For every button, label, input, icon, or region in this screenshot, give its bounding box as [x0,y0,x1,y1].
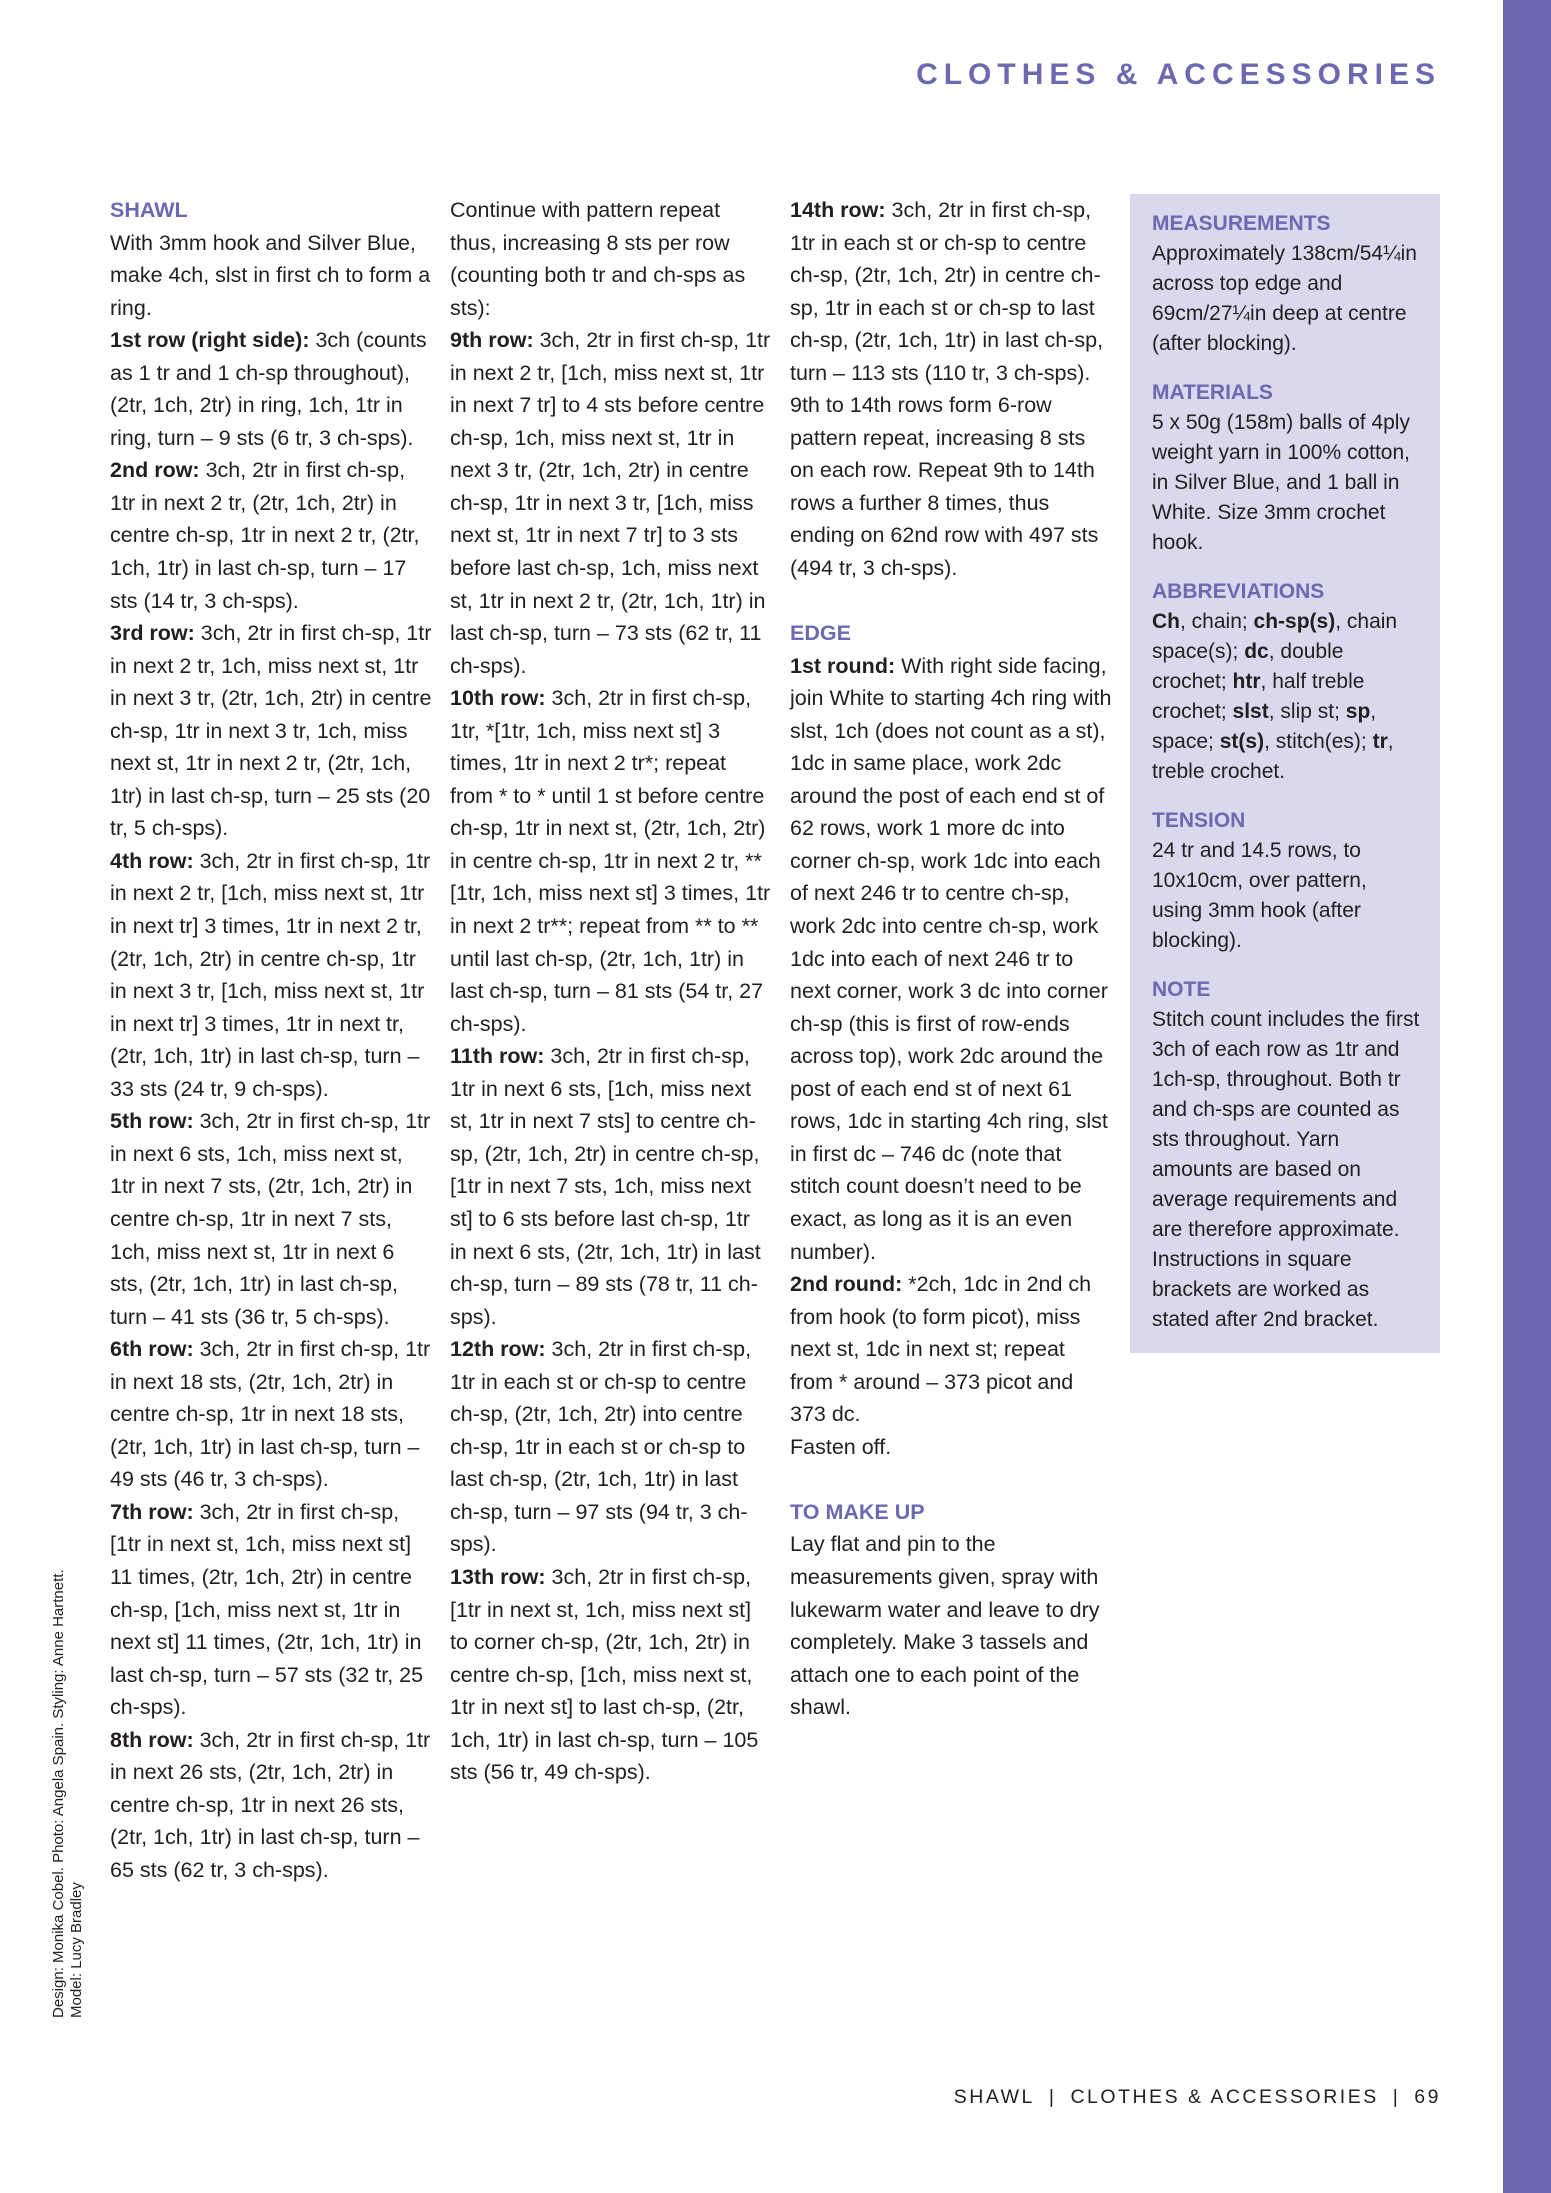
page-number: 69 [1414,2086,1441,2108]
row-text: 3ch, 2tr in first ch-sp, 1tr in next 2 tr, [1ch, miss next st, 1tr in next 7 tr] to 4 sts before centre ch-sp, 1ch, miss next st, 1tr in next 3 tr, (2tr, 1ch, 2tr) in centre ch-sp, 1tr in next 3 tr, [1ch, miss next st, 1tr in next 7 tr] to 3 sts before last ch-sp, 1ch, miss next st, 1tr in next 2 tr, (2tr, 1ch, 1tr) in last ch-sp, turn – 73 sts (62 tr, 11 ch-sps). [450,328,771,678]
row-label: 3rd row: [110,621,195,646]
pattern-row [110,617,432,845]
row-text: 3ch, 2tr in first ch-sp, 1tr in next 26 sts, (2tr, 1ch, 2tr) in centre ch-sp, 1tr in next 26 sts, (2tr, 1ch, 1tr) in last ch-sp, turn – 65 sts (62 tr, 3 ch-sps). [110,1727,431,1882]
note-heading: NOTE [1152,978,1211,1001]
abbr-term: Ch [1152,610,1180,633]
pattern-row [110,1105,432,1333]
row-text: 3ch, 2tr in first ch-sp, 1tr in next 2 tr, [1ch, miss next st, 1tr in next tr] 3 times, 1tr in next 2 tr, (2tr, 1ch, 2tr) in centre ch-sp, 1tr in next 3 tr, [1ch, miss next st, 1tr in next tr] 3 times, 1tr in next tr, (2tr, 1ch, 1tr) in last ch-sp, turn – 33 sts (24 tr, 9 ch-sps). [110,848,431,1101]
abbr-def: , half treble crochet; [1152,670,1365,723]
section-title: CLOTHES & ACCESSORIES [916,58,1441,91]
abbr-def: , chain; [1180,610,1254,633]
edge-heading: EDGE [790,621,851,646]
sidebar-stripe [1503,0,1551,2193]
footer-category: CLOTHES & ACCESSORIES [1070,2086,1379,2108]
row-text: 3ch (counts as 1 tr and 1 ch-sp throughout), (2tr, 1ch, 2tr) in ring, 1ch, 1tr in ring, turn – 9 sts (6 tr, 3 ch-sps). [110,328,427,450]
row-label: 11th row: [450,1044,545,1069]
credits-line-1: Design: Monika Cobel. Photo: Angela Spain. Styling: Anne Hartnett. [50,1569,67,2018]
pattern-column-1 [110,194,432,1886]
note-block [1152,975,1420,1335]
row-text: 3ch, 2tr in first ch-sp, 1tr in next 18 sts, (2tr, 1ch, 2tr) in centre ch-sp, 1tr in next 18 sts, (2tr, 1ch, 1tr) in last ch-sp, turn – 49 sts (46 tr, 3 ch-sps). [110,1337,431,1492]
round-text: *2ch, 1dc in 2nd ch from hook (to form picot), miss next st, 1dc in next st; repeat from * around – 373 picot and 373 dc. [790,1272,1092,1427]
pattern-column-3 [790,194,1112,1724]
row-label: 12th row: [450,1337,546,1362]
pattern-row [110,324,432,454]
row-label: 4th row: [110,848,194,873]
row-text: 3ch, 2tr in first ch-sp, [1tr in next st, 1ch, miss next st] 11 times, (2tr, 1ch, 2tr) in centre ch-sp, [1ch, miss next st, 1tr in next st] 11 times, (2tr, 1ch, 1tr) in last ch-sp, turn – 57 sts (32 tr, 25 ch-sps). [110,1499,424,1720]
pattern-column-2 [450,194,772,1789]
row-label: 2nd row: [110,458,200,483]
abbreviations-block [1152,577,1420,787]
abbreviations-heading: ABBREVIATIONS [1152,580,1325,603]
photo-credits [50,1569,86,2018]
edge-round [790,650,1112,1268]
row-label: 13th row: [450,1564,546,1589]
page-footer [954,2086,1441,2109]
footer-separator: | [1048,2086,1057,2108]
row-label: 1st row (right side): [110,328,310,353]
row-text: 3ch, 2tr in first ch-sp, 1tr in each st or ch-sp to centre ch-sp, (2tr, 1ch, 2tr) in centre ch-sp, 1tr in each st or ch-sp to last ch-sp, (2tr, 1ch, 1tr) in last ch-sp, turn – 113 sts (110 tr, 3 ch-sps). [790,198,1104,385]
abbr-def: , treble crochet. [1152,730,1394,783]
measurements-heading: MEASUREMENTS [1152,212,1331,235]
note-text: Stitch count includes the first 3ch of each row as 1tr and 1ch-sp, throughout. Both tr and ch-sps are counted as sts throughout. Yarn amounts are based on average requirements and are therefore approximate. Instructions in square brackets are worked as stated after 2nd bracket. [1152,1008,1420,1331]
pattern-row [450,682,772,1040]
row-label: 6th row: [110,1337,194,1362]
shawl-intro: With 3mm hook and Silver Blue, make 4ch, slst in first ch to form a ring. [110,230,431,320]
tension-heading: TENSION [1152,809,1246,832]
row-text: 3ch, 2tr in first ch-sp, [1tr in next st, 1ch, miss next st] to corner ch-sp, (2tr, 1ch, 2tr) in centre ch-sp, [1ch, miss next st, 1tr in next st] to last ch-sp, (2tr, 1ch, 1tr) in last ch-sp, turn – 105 sts (56 tr, 49 ch-sps). [450,1564,759,1785]
row-label: 8th row: [110,1727,194,1752]
abbr-def: , stitch(es); [1264,730,1373,753]
row-label: 5th row: [110,1109,194,1134]
abbr-term: tr [1372,730,1388,753]
repeat-instructions: 9th to 14th rows form 6-row pattern repeat, increasing 8 sts on each row. Repeat 9th to 14th rows a further 8 times, thus ending on 62nd row with 497 sts (494 tr, 3 ch-sps). [790,393,1099,581]
pattern-row [450,1333,772,1561]
abbr-term: slst [1232,700,1269,723]
abbr-def: , chain space(s); [1152,610,1398,663]
row-text: 3ch, 2tr in first ch-sp, 1tr in next 2 tr, (2tr, 1ch, 2tr) in centre ch-sp, 1tr in next 2 tr, (2tr, 1ch, 1tr) in last ch-sp, turn – 17 sts (14 tr, 3 ch-sps). [110,458,420,613]
abbr-def: , space; [1152,700,1377,753]
pattern-row [110,454,432,617]
abbr-term: dc [1244,640,1269,663]
pattern-row [110,1333,432,1496]
materials-text: 5 x 50g (158m) balls of 4ply weight yarn in 100% cotton, in Silver Blue, and 1 ball in White. Size 3mm crochet hook. [1152,411,1410,554]
continue-instructions: Continue with pattern repeat thus, increasing 8 sts per row (counting both tr and ch-sps as sts): [450,198,746,320]
row-label: 14th row: [790,198,886,222]
row-text: 3ch, 2tr in first ch-sp, 1tr in each st or ch-sp to centre ch-sp, (2tr, 1ch, 2tr) into centre ch-sp, 1tr in each st or ch-sp to last ch-sp, (2tr, 1ch, 1tr) in last ch-sp, turn – 97 sts (94 tr, 3 ch-sps). [450,1337,752,1557]
measurements-text: Approximately 138cm/54¼in across top edge and 69cm/27¼in deep at centre (after blocking). [1152,242,1417,355]
materials-block [1152,378,1420,558]
row-label: 9th row: [450,328,534,353]
pattern-row [450,324,772,682]
make-up-text: Lay flat and pin to the measurements given, spray with lukewarm water and leave to dry completely. Make 3 tassels and attach one to each point of the shawl. [790,1532,1100,1720]
row-text: 3ch, 2tr in first ch-sp, 1tr, *[1tr, 1ch, miss next st] 3 times, 1tr in next 2 tr*; repeat from * to * until 1 st before centre ch-sp, 1tr in next st, (2tr, 1ch, 2tr) in centre ch-sp, 1tr in next 2 tr, **[1tr, 1ch, miss next st] 3 times, 1tr in next 2 tr**; repeat from ** to ** until last ch-sp, (2tr, 1ch, 1tr) in last ch-sp, turn – 81 sts (54 tr, 27 ch-sps). [450,686,771,1036]
credits-line-2: Model: Lucy Bradley [68,1882,85,2018]
abbr-term: st(s) [1219,730,1265,753]
pattern-row [790,194,1112,389]
info-box [1130,194,1440,1353]
abbr-def: , double crochet; [1152,640,1344,693]
tension-text: 24 tr and 14.5 rows, to 10x10cm, over pattern, using 3mm hook (after blocking). [1152,839,1367,952]
row-text: 3ch, 2tr in first ch-sp, 1tr in next 2 tr, 1ch, miss next st, 1tr in next 3 tr, (2tr, 1ch, 2tr) in centre ch-sp, 1tr in next 3 tr, 1ch, miss next st, 1tr in next 2 tr, (2tr, 1ch, 1tr) in last ch-sp, turn – 25 sts (20 tr, 5 ch-sps). [110,621,432,841]
materials-heading: MATERIALS [1152,381,1273,404]
row-text: 3ch, 2tr in first ch-sp, 1tr in next 6 sts, 1ch, miss next st, 1tr in next 7 sts, (2tr, 1ch, 2tr) in centre ch-sp, 1tr in next 7 sts, 1ch, miss next st, 1tr in next 6 sts, (2tr, 1ch, 1tr) in last ch-sp, turn – 41 sts (36 tr, 5 ch-sps). [110,1109,431,1329]
footer-section: SHAWL [953,2086,1035,2108]
round-label: 2nd round: [790,1272,903,1297]
make-up-heading: TO MAKE UP [790,1499,925,1524]
tension-block [1152,806,1420,956]
abbr-term: ch-sp(s) [1253,610,1336,633]
measurements-block [1152,209,1420,359]
pattern-row [110,1724,432,1887]
footer-separator: | [1392,2086,1401,2108]
row-label: 10th row: [450,686,546,711]
round-label: 1st round: [790,653,896,678]
fasten-off: Fasten off. [790,1434,892,1459]
abbreviations-text [1152,607,1420,787]
row-text: 3ch, 2tr in first ch-sp, 1tr in next 6 sts, [1ch, miss next st, 1tr in next 7 sts] to centre ch-sp, (2tr, 1ch, 2tr) in centre ch-sp, [1tr in next 7 sts, 1ch, miss next st] to 6 sts before last ch-sp, 1tr in next 6 sts, (2tr, 1ch, 1tr) in last ch-sp, turn – 89 sts (78 tr, 11 ch-sps). [450,1044,761,1329]
pattern-row [110,845,432,1105]
pattern-row [450,1040,772,1333]
pattern-row [450,1561,772,1789]
abbr-term: htr [1232,670,1261,693]
abbr-def: , slip st; [1268,700,1346,723]
row-label: 7th row: [110,1499,194,1524]
pattern-row [110,1496,432,1724]
abbr-term: sp [1345,700,1371,723]
shawl-heading: SHAWL [110,198,188,222]
edge-round [790,1268,1112,1431]
round-text: With right side facing, join White to starting 4ch ring with slst, 1ch (does not count as a st), 1dc in same place, work 2dc around the post of each end st of 62 rows, work 1 more dc into corner ch-sp, work 1dc into each of next 246 tr to centre ch-sp, work 2dc into centre ch-sp, work 1dc into each of next 246 tr to next corner, work 3 dc into corner ch-sp (this is first of row-ends across top), work 2dc around the post of each end st of next 61 rows, 1dc in starting 4ch ring, slst in first dc – 746 dc (note that stitch count doesn’t need to be exact, as long as it is an even number). [790,653,1112,1264]
